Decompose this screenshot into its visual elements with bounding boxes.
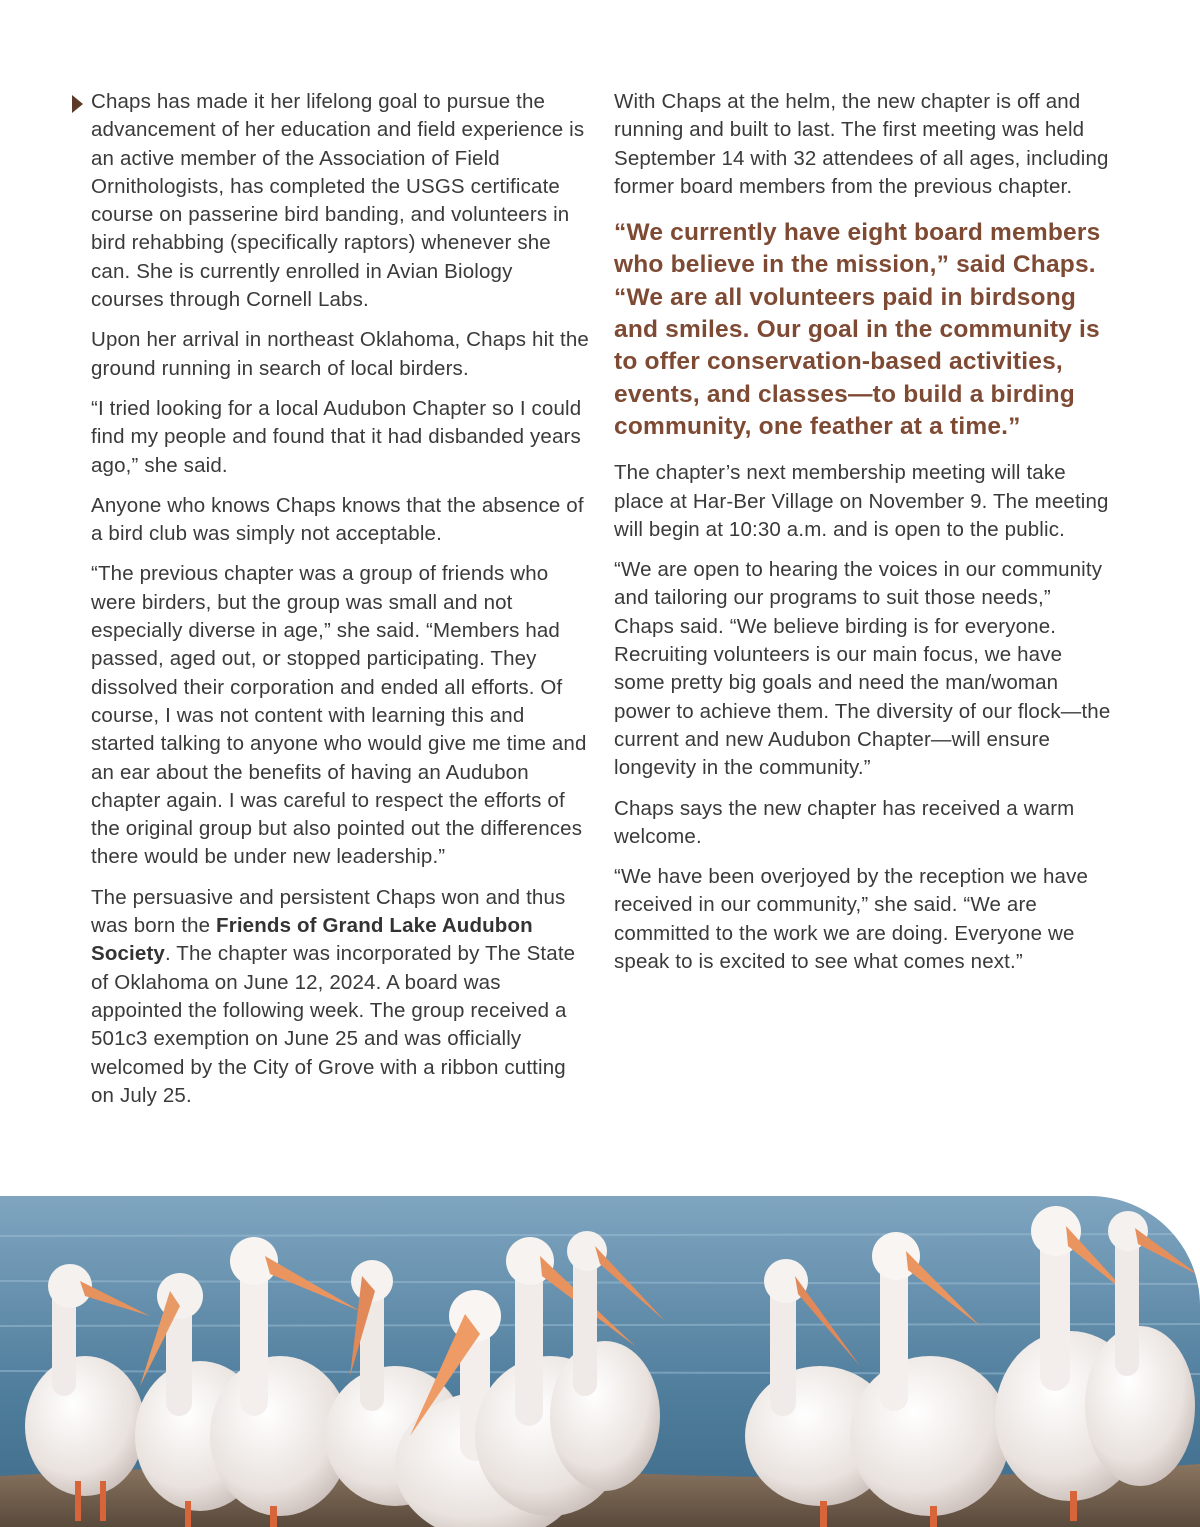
paragraph: “I tried looking for a local Audubon Chapter so I could find my people and found that it had disbanded years ago,” she said.	[91, 396, 582, 477]
paragraph: The chapter’s next membership meeting will take place at Har-Ber Village on November 9. The meeting will begin at 10:30 a.m. and is open to the public.	[614, 461, 1109, 541]
paragraph: Upon her arrival in northeast Oklahoma, Chaps hit the ground running in search of local birders.	[91, 328, 589, 380]
organization-name: Friends of Grand Lake Audubon Society	[91, 914, 533, 966]
paragraph: Chaps says the new chapter has received a warm welcome.	[614, 796, 1075, 848]
section-bullet-icon	[72, 95, 83, 113]
paragraph	[91, 884, 591, 1110]
text-span: The persuasive and persistent Chaps won and thus was born the	[91, 885, 566, 938]
text-span: . The chapter was incorporated by The State of Oklahoma on June 12, 2024. A board was appointed the following week. The group received a 501c3 exemption on June 25 and was officially welcomed by the City of Grove with a ribbon cutting on July 25.	[91, 942, 576, 1107]
pelicans-photo	[0, 1196, 1200, 1527]
left-column	[91, 88, 591, 1122]
paragraph: “The previous chapter was a group of friends who were birders, but the group was small and not especially diverse in age,” she said. “Members had passed, aged out, or stopped participating. They dissolved their corporation and ended all efforts. Of course, I was not content with learning this and started talking to anyone who would give me time and an ear about the benefits of having an Audubon chapter again. I was careful to respect the efforts of the original group but also pointed out the differences there would be under new leadership.”	[91, 562, 587, 869]
right-column	[614, 88, 1114, 988]
paragraph: “We are open to hearing the voices in our community and tailoring our programs to suit those needs,” Chaps said. “We believe birding is for everyone. Recruiting volunteers is our main focus, we have some pretty big goals and need the man/woman power to achieve them. The diversity of our flock—the current and new Audubon Chapter—will ensure longevity in the community.”	[614, 558, 1111, 780]
paragraph: Chaps has made it her lifelong goal to pursue the advancement of her education and field experience is an active member of the Association of Field Ornithologists, has completed the USGS certificate course on passerine bird banding, and volunteers in bird rehabbing (specifically raptors) whenever she can. She is currently enrolled in Avian Biology courses through Cornell Labs.	[91, 90, 585, 312]
paragraph: “We have been overjoyed by the reception we have received in our community,” she said. “We are committed to the work we are doing. Everyone we speak to is excited to see what comes next.”	[614, 865, 1089, 974]
paragraph: With Chaps at the helm, the new chapter is off and running and built to last. The first meeting was held September 14 with 32 attendees of all ages, including former board members from the previous chapter.	[614, 90, 1109, 198]
pull-quote: “We currently have eight board members who believe in the mission,” said Chaps. “We are all volunteers paid in birdsong and smiles. Our goal in the community is to offer conservation-based activities, events, and classes—to build a birding community, one feather at a time.”	[614, 219, 1101, 440]
pelicans-illustration	[0, 1196, 1200, 1527]
paragraph: Anyone who knows Chaps knows that the absence of a bird club was simply not acceptable.	[91, 493, 584, 546]
